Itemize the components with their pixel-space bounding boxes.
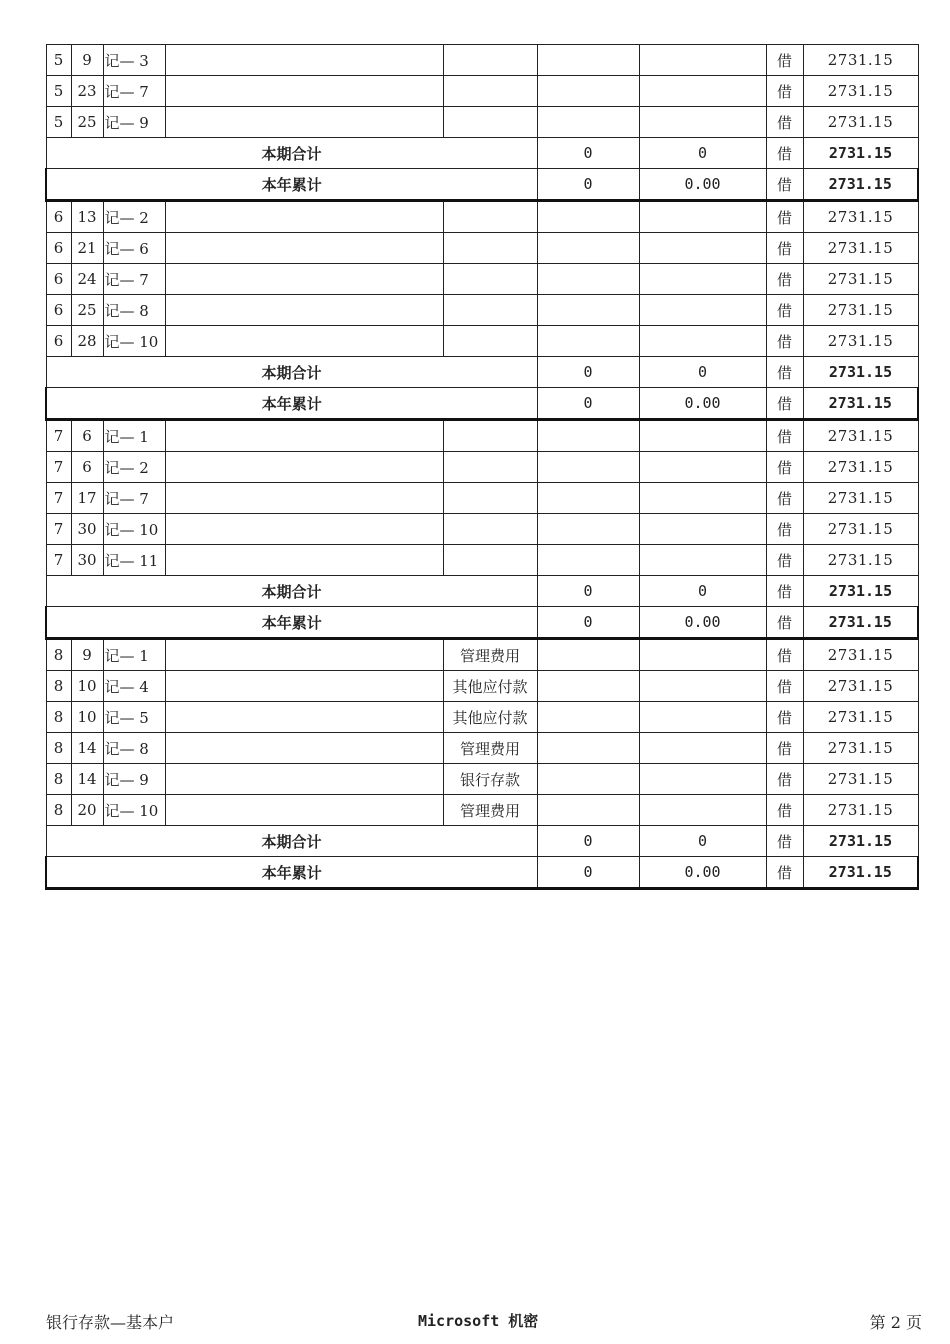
total-debit-cell: 0: [537, 169, 639, 201]
counter-account-cell: [443, 201, 537, 233]
month-cell: 8: [46, 671, 71, 702]
direction-cell: 借: [766, 201, 803, 233]
ledger-entry-row: [46, 201, 918, 233]
credit-cell: [639, 233, 766, 264]
direction-cell: 借: [766, 45, 803, 76]
day-cell: 10: [71, 671, 103, 702]
total-credit-cell: 0: [639, 138, 766, 169]
ledger-body: [46, 45, 918, 889]
balance-cell: 2731.15: [803, 201, 918, 233]
counter-account-cell: 管理费用: [443, 639, 537, 671]
year-total-row: [46, 607, 918, 639]
counter-account-cell: [443, 514, 537, 545]
total-balance-cell: 2731.15: [803, 607, 918, 639]
ledger-entry-row: [46, 483, 918, 514]
total-label-cell: 本年累计: [46, 169, 537, 201]
total-direction-cell: 借: [766, 826, 803, 857]
counter-account-cell: [443, 264, 537, 295]
debit-cell: [537, 639, 639, 671]
direction-cell: 借: [766, 326, 803, 357]
month-cell: 8: [46, 702, 71, 733]
direction-cell: 借: [766, 420, 803, 452]
summary-cell: [165, 201, 443, 233]
counter-account-cell: 银行存款: [443, 764, 537, 795]
footer-page-number: 第 2 页: [869, 1313, 922, 1332]
direction-cell: 借: [766, 264, 803, 295]
debit-cell: [537, 420, 639, 452]
ledger-entry-row: [46, 326, 918, 357]
period-total-row: [46, 826, 918, 857]
summary-cell: [165, 420, 443, 452]
credit-cell: [639, 702, 766, 733]
summary-cell: [165, 671, 443, 702]
day-cell: 25: [71, 295, 103, 326]
direction-cell: 借: [766, 483, 803, 514]
total-credit-cell: 0: [639, 576, 766, 607]
total-credit-cell: 0: [639, 357, 766, 388]
voucher-cell: 记— 7: [103, 76, 165, 107]
total-debit-cell: 0: [537, 857, 639, 889]
balance-cell: 2731.15: [803, 326, 918, 357]
counter-account-cell: [443, 483, 537, 514]
voucher-cell: 记— 7: [103, 483, 165, 514]
voucher-cell: 记— 9: [103, 764, 165, 795]
credit-cell: [639, 764, 766, 795]
direction-cell: 借: [766, 795, 803, 826]
month-cell: 8: [46, 639, 71, 671]
day-cell: 6: [71, 452, 103, 483]
total-balance-cell: 2731.15: [803, 576, 918, 607]
direction-cell: 借: [766, 702, 803, 733]
day-cell: 17: [71, 483, 103, 514]
debit-cell: [537, 264, 639, 295]
total-direction-cell: 借: [766, 169, 803, 201]
balance-cell: 2731.15: [803, 545, 918, 576]
credit-cell: [639, 483, 766, 514]
ledger-entry-row: [46, 671, 918, 702]
day-cell: 9: [71, 639, 103, 671]
total-label-cell: 本期合计: [46, 357, 537, 388]
day-cell: 28: [71, 326, 103, 357]
voucher-cell: 记— 2: [103, 201, 165, 233]
total-balance-cell: 2731.15: [803, 826, 918, 857]
direction-cell: 借: [766, 545, 803, 576]
debit-cell: [537, 107, 639, 138]
balance-cell: 2731.15: [803, 107, 918, 138]
debit-cell: [537, 295, 639, 326]
total-debit-cell: 0: [537, 826, 639, 857]
balance-cell: 2731.15: [803, 702, 918, 733]
ledger-entry-row: [46, 733, 918, 764]
direction-cell: 借: [766, 107, 803, 138]
total-direction-cell: 借: [766, 607, 803, 639]
total-credit-cell: 0.00: [639, 607, 766, 639]
summary-cell: [165, 76, 443, 107]
ledger-entry-row: [46, 107, 918, 138]
counter-account-cell: 管理费用: [443, 733, 537, 764]
ledger-entry-row: [46, 545, 918, 576]
credit-cell: [639, 45, 766, 76]
month-cell: 6: [46, 264, 71, 295]
credit-cell: [639, 671, 766, 702]
direction-cell: 借: [766, 76, 803, 107]
month-cell: 6: [46, 201, 71, 233]
day-cell: 25: [71, 107, 103, 138]
total-direction-cell: 借: [766, 857, 803, 889]
debit-cell: [537, 733, 639, 764]
day-cell: 21: [71, 233, 103, 264]
month-cell: 7: [46, 483, 71, 514]
period-total-row: [46, 576, 918, 607]
voucher-cell: 记— 10: [103, 326, 165, 357]
direction-cell: 借: [766, 639, 803, 671]
credit-cell: [639, 452, 766, 483]
credit-cell: [639, 545, 766, 576]
ledger-entry-row: [46, 45, 918, 76]
direction-cell: 借: [766, 514, 803, 545]
total-label-cell: 本年累计: [46, 857, 537, 889]
total-label-cell: 本期合计: [46, 576, 537, 607]
total-direction-cell: 借: [766, 138, 803, 169]
voucher-cell: 记— 3: [103, 45, 165, 76]
summary-cell: [165, 264, 443, 295]
month-cell: 5: [46, 45, 71, 76]
voucher-cell: 记— 8: [103, 295, 165, 326]
total-credit-cell: 0.00: [639, 388, 766, 420]
day-cell: 10: [71, 702, 103, 733]
day-cell: 9: [71, 45, 103, 76]
credit-cell: [639, 795, 766, 826]
month-cell: 7: [46, 545, 71, 576]
balance-cell: 2731.15: [803, 764, 918, 795]
balance-cell: 2731.15: [803, 264, 918, 295]
summary-cell: [165, 639, 443, 671]
summary-cell: [165, 107, 443, 138]
voucher-cell: 记— 11: [103, 545, 165, 576]
period-total-row: [46, 357, 918, 388]
voucher-cell: 记— 4: [103, 671, 165, 702]
month-cell: 8: [46, 733, 71, 764]
balance-cell: 2731.15: [803, 671, 918, 702]
credit-cell: [639, 514, 766, 545]
counter-account-cell: [443, 76, 537, 107]
month-cell: 6: [46, 326, 71, 357]
counter-account-cell: [443, 45, 537, 76]
year-total-row: [46, 388, 918, 420]
debit-cell: [537, 452, 639, 483]
counter-account-cell: 管理费用: [443, 795, 537, 826]
day-cell: 30: [71, 545, 103, 576]
voucher-cell: 记— 6: [103, 233, 165, 264]
total-credit-cell: 0.00: [639, 169, 766, 201]
direction-cell: 借: [766, 764, 803, 795]
debit-cell: [537, 764, 639, 795]
debit-cell: [537, 514, 639, 545]
period-total-row: [46, 138, 918, 169]
ledger-entry-row: [46, 452, 918, 483]
credit-cell: [639, 295, 766, 326]
summary-cell: [165, 326, 443, 357]
day-cell: 13: [71, 201, 103, 233]
summary-cell: [165, 545, 443, 576]
total-balance-cell: 2731.15: [803, 169, 918, 201]
summary-cell: [165, 764, 443, 795]
voucher-cell: 记— 9: [103, 107, 165, 138]
credit-cell: [639, 201, 766, 233]
year-total-row: [46, 857, 918, 889]
total-debit-cell: 0: [537, 607, 639, 639]
direction-cell: 借: [766, 233, 803, 264]
month-cell: 5: [46, 107, 71, 138]
total-label-cell: 本期合计: [46, 138, 537, 169]
month-cell: 7: [46, 420, 71, 452]
counter-account-cell: [443, 545, 537, 576]
debit-cell: [537, 795, 639, 826]
total-debit-cell: 0: [537, 357, 639, 388]
counter-account-cell: 其他应付款: [443, 671, 537, 702]
year-total-row: [46, 169, 918, 201]
voucher-cell: 记— 8: [103, 733, 165, 764]
month-cell: 8: [46, 795, 71, 826]
total-direction-cell: 借: [766, 388, 803, 420]
balance-cell: 2731.15: [803, 76, 918, 107]
ledger-entry-row: [46, 233, 918, 264]
debit-cell: [537, 671, 639, 702]
direction-cell: 借: [766, 295, 803, 326]
balance-cell: 2731.15: [803, 483, 918, 514]
total-credit-cell: 0.00: [639, 857, 766, 889]
total-debit-cell: 0: [537, 138, 639, 169]
counter-account-cell: [443, 326, 537, 357]
ledger-table: [45, 44, 919, 890]
day-cell: 23: [71, 76, 103, 107]
month-cell: 8: [46, 764, 71, 795]
day-cell: 24: [71, 264, 103, 295]
ledger-entry-row: [46, 295, 918, 326]
debit-cell: [537, 545, 639, 576]
ledger-entry-row: [46, 639, 918, 671]
ledger-entry-row: [46, 764, 918, 795]
balance-cell: 2731.15: [803, 795, 918, 826]
voucher-cell: 记— 2: [103, 452, 165, 483]
month-cell: 7: [46, 514, 71, 545]
day-cell: 30: [71, 514, 103, 545]
debit-cell: [537, 45, 639, 76]
total-balance-cell: 2731.15: [803, 357, 918, 388]
debit-cell: [537, 483, 639, 514]
footer-account-name: 银行存款—基本户: [46, 1313, 175, 1332]
counter-account-cell: [443, 295, 537, 326]
ledger-entry-row: [46, 264, 918, 295]
balance-cell: 2731.15: [803, 514, 918, 545]
direction-cell: 借: [766, 733, 803, 764]
summary-cell: [165, 483, 443, 514]
credit-cell: [639, 639, 766, 671]
counter-account-cell: 其他应付款: [443, 702, 537, 733]
summary-cell: [165, 795, 443, 826]
debit-cell: [537, 326, 639, 357]
balance-cell: 2731.15: [803, 733, 918, 764]
ledger-entry-row: [46, 514, 918, 545]
month-cell: 6: [46, 233, 71, 264]
summary-cell: [165, 733, 443, 764]
summary-cell: [165, 702, 443, 733]
counter-account-cell: [443, 452, 537, 483]
day-cell: 14: [71, 733, 103, 764]
voucher-cell: 记— 1: [103, 420, 165, 452]
month-cell: 6: [46, 295, 71, 326]
credit-cell: [639, 733, 766, 764]
ledger-entry-row: [46, 420, 918, 452]
credit-cell: [639, 264, 766, 295]
voucher-cell: 记— 7: [103, 264, 165, 295]
ledger-entry-row: [46, 795, 918, 826]
total-debit-cell: 0: [537, 576, 639, 607]
voucher-cell: 记— 10: [103, 795, 165, 826]
summary-cell: [165, 514, 443, 545]
ledger-entry-row: [46, 702, 918, 733]
voucher-cell: 记— 1: [103, 639, 165, 671]
day-cell: 6: [71, 420, 103, 452]
debit-cell: [537, 76, 639, 107]
total-balance-cell: 2731.15: [803, 138, 918, 169]
total-direction-cell: 借: [766, 576, 803, 607]
balance-cell: 2731.15: [803, 233, 918, 264]
total-label-cell: 本期合计: [46, 826, 537, 857]
credit-cell: [639, 76, 766, 107]
balance-cell: 2731.15: [803, 639, 918, 671]
month-cell: 5: [46, 76, 71, 107]
summary-cell: [165, 233, 443, 264]
total-balance-cell: 2731.15: [803, 388, 918, 420]
voucher-cell: 记— 10: [103, 514, 165, 545]
summary-cell: [165, 295, 443, 326]
day-cell: 20: [71, 795, 103, 826]
debit-cell: [537, 233, 639, 264]
total-debit-cell: 0: [537, 388, 639, 420]
summary-cell: [165, 45, 443, 76]
ledger-entry-row: [46, 76, 918, 107]
summary-cell: [165, 452, 443, 483]
total-balance-cell: 2731.15: [803, 857, 918, 889]
balance-cell: 2731.15: [803, 45, 918, 76]
credit-cell: [639, 326, 766, 357]
month-cell: 7: [46, 452, 71, 483]
debit-cell: [537, 702, 639, 733]
voucher-cell: 记— 5: [103, 702, 165, 733]
total-direction-cell: 借: [766, 357, 803, 388]
direction-cell: 借: [766, 671, 803, 702]
balance-cell: 2731.15: [803, 452, 918, 483]
balance-cell: 2731.15: [803, 420, 918, 452]
credit-cell: [639, 420, 766, 452]
counter-account-cell: [443, 107, 537, 138]
direction-cell: 借: [766, 452, 803, 483]
credit-cell: [639, 107, 766, 138]
balance-cell: 2731.15: [803, 295, 918, 326]
debit-cell: [537, 201, 639, 233]
counter-account-cell: [443, 420, 537, 452]
day-cell: 14: [71, 764, 103, 795]
total-label-cell: 本年累计: [46, 607, 537, 639]
total-label-cell: 本年累计: [46, 388, 537, 420]
total-credit-cell: 0: [639, 826, 766, 857]
footer-confidential: Microsoft 机密: [418, 1312, 539, 1330]
counter-account-cell: [443, 233, 537, 264]
